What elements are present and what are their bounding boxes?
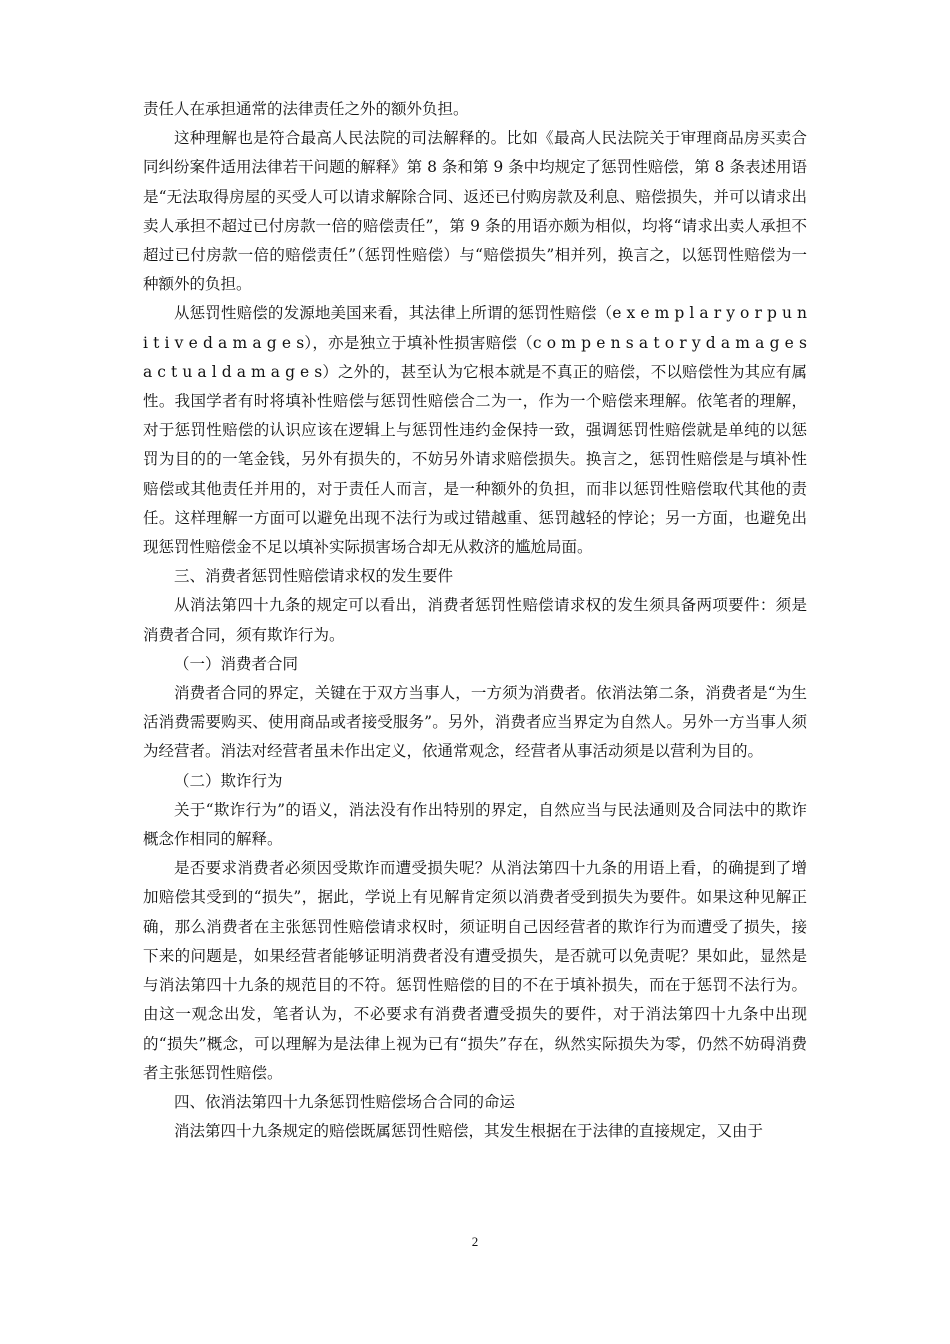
paragraph-consumer-contract: 消费者合同的界定，关键在于双方当事人，一方须为消费者。依消法第二条，消费者是“为生活消费需要购买、使用商品或者接受服务”。另外，消费者应当界定为自然人。另外一方当事人须为经营者。消法对经营者虽未作出定义，依通常观念，经营者从事活动须是以营利为目的。 bbox=[143, 684, 807, 761]
paragraph-us-origin: 从惩罚性赔偿的发源地美国来看，其法律上所谓的惩罚性赔偿（e x e m p l a r y o r p u n i t i v e d a m a g e s），亦是独立于填补性损害赔偿（c o m p e n s a t o r y d a m a g e s a c t u a l d a m a g e s）之外的，甚至认为它根本就是不真正的赔偿，不以赔偿性为其应有属性。我国学者有时将填补性赔偿与惩罚性赔偿合二为一，作为一个赔偿来理解。依笔者的理解，对于惩罚性赔偿的认识应该在逻辑上与惩罚性违约金保持一致，强调惩罚性赔偿就是单纯的以惩罚为目的的一笔金钱，另外有损失的，不妨另外请求赔偿损失。换言之，惩罚性赔偿是与填补性赔偿或其他责任并用的，对于责任人而言，是一种额外的负担，而非以惩罚性赔偿取代其他的责任。这样理解一方面可以避免出现不法行为或过错越重、惩罚越轻的悖论；另一方面，也避免出现惩罚性赔偿金不足以填补实际损害场合却无从救济的尴尬局面。 bbox=[143, 304, 807, 557]
paragraph-article-49: 消法第四十九条规定的赔偿既属惩罚性赔偿，其发生根据在于法律的直接规定，又由于 bbox=[174, 1122, 764, 1141]
section-heading-4: 四、依消法第四十九条惩罚性赔偿场合合同的命运 bbox=[174, 1092, 516, 1111]
document-page bbox=[143, 95, 807, 1146]
paragraph-two-requirements: 从消法第四十九条的规定可以看出，消费者惩罚性赔偿请求权的发生须具备两项要件：须是消费者合同，须有欺诈行为。 bbox=[143, 596, 807, 644]
paragraph-fraud-meaning: 关于“欺诈行为”的语义，消法没有作出特别的界定，自然应当与民法通则及合同法中的欺诈概念作相同的解释。 bbox=[143, 800, 807, 849]
section-heading-3: 三、消费者惩罚性赔偿请求权的发生要件 bbox=[174, 567, 454, 586]
page-number: 2 bbox=[471, 1234, 479, 1249]
subheading-fraud: （二）欺诈行为 bbox=[174, 771, 283, 790]
subheading-consumer-contract: （一）消费者合同 bbox=[174, 654, 299, 673]
paragraph-loss-requirement: 是否要求消费者必须因受欺诈而遭受损失呢？从消法第四十九条的用语上看，的确提到了增加赔偿其受到的“损失”，据此，学说上有见解肯定须以消费者受到损失为要件。如果这种见解正确，那么消费者在主张惩罚性赔偿请求权时，须证明自己因经营者的欺诈行为而遭受了损失，接下来的问题是，如果经营者能够证明消费者没有遭受损失，是否就可以免责呢？果如此，显然是与消法第四十九条的规范目的不符。惩罚性赔偿的目的不在于填补损失，而在于惩罚不法行为。由这一观念出发，笔者认为，不必要求有消费者遭受损失的要件，对于消法第四十九条中出现的“损失”概念，可以理解为是法律上视为已有“损失”存在，纵然实际损失为零，仍然不妨碍消费者主张惩罚性赔偿。 bbox=[143, 859, 807, 1082]
paragraph-judicial-interpretation: 这种理解也是符合最高人民法院的司法解释的。比如《最高人民法院关于审理商品房买卖合同纠纷案件适用法律若干问题的解释》第 8 条和第 9 条中均规定了惩罚性赔偿，第 8 条表述用语是“无法取得房屋的买受人可以请求解除合同、返还已付购房款及利息、赔偿损失，并可以请求出卖人承担不超过已付房款一倍的赔偿责任”，第 9 条的用语亦颇为相似，均将“请求出卖人承担不超过已付房款一倍的赔偿责任”（惩罚性赔偿）与“赔偿损失”相并列，换言之，以惩罚性赔偿为一种额外的负担。 bbox=[143, 129, 807, 294]
paragraph-continuation: 责任人在承担通常的法律责任之外的额外负担。 bbox=[143, 100, 469, 118]
